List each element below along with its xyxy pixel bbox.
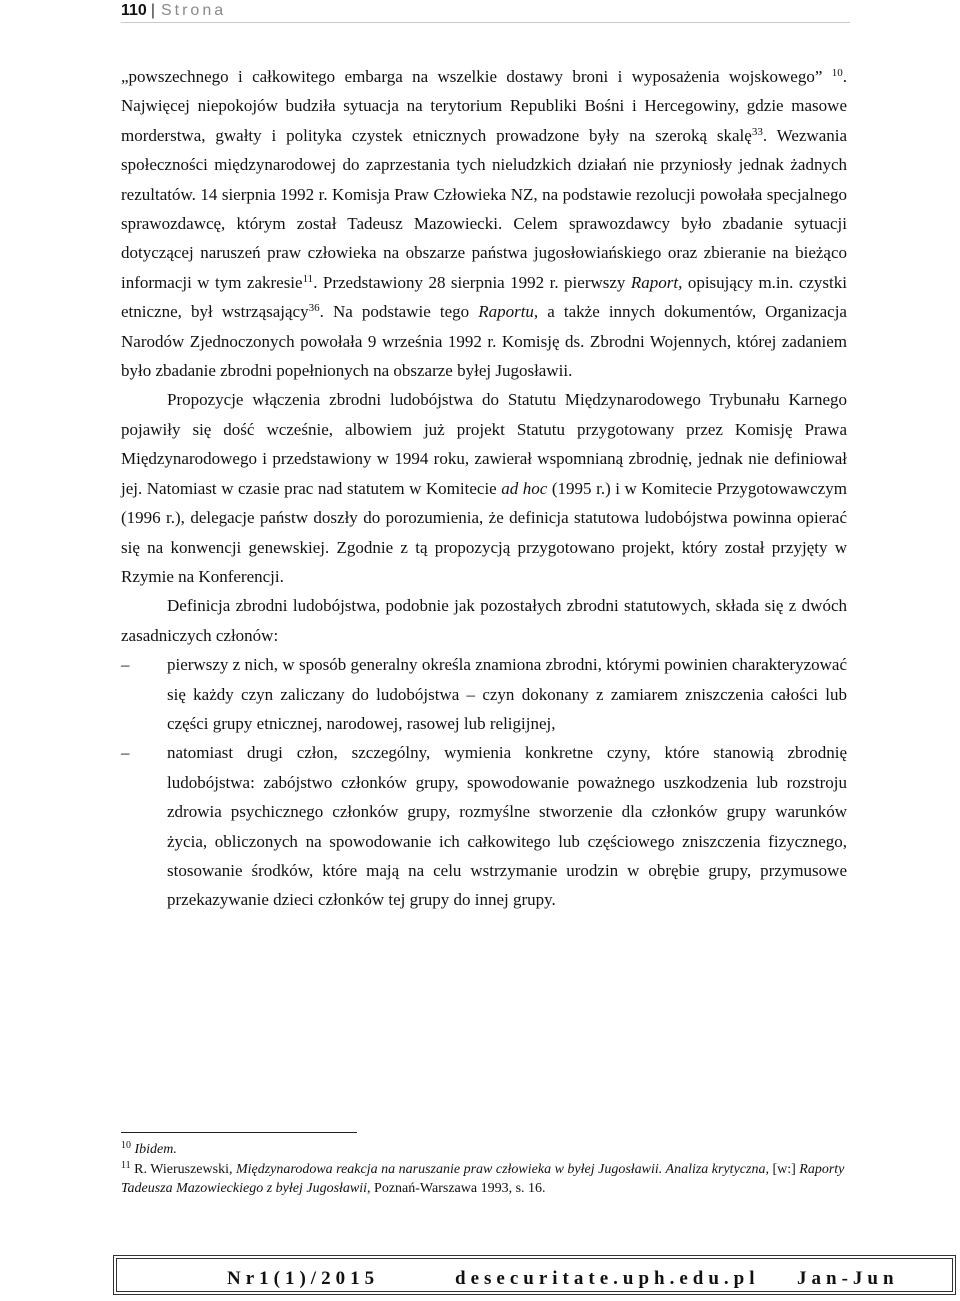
footnote-ref: 33: [751, 125, 763, 138]
paragraph-3: Definicja zbrodni ludobójstwa, podobnie jak pozostałych zbrodni statutowych, składa się z dwóch zasadniczych członów:: [121, 596, 847, 645]
italic-term: Raportu,: [478, 302, 539, 322]
footer-months: Jan-Jun: [797, 1268, 899, 1289]
footer-website: desecuritate.uph.edu.pl: [455, 1268, 760, 1289]
footnote-ref: 36: [308, 302, 320, 315]
footnote-italic: Międzynarodowa reakcja na naruszanie praw człowieka w byłej Jugosławii. Analiza krytyczna,: [235, 1162, 769, 1177]
dash-bullet: –: [121, 743, 130, 763]
header-separator: |: [150, 2, 155, 19]
text-run: (1995 r.) i w Komitecie Przygotowawczym (1996 r.), delegacje państw doszły do porozumienia, że definicja statutowa ludobójstwa powinna opierać się na konwencji genewskiej. Zgodnie z tą propozycją przygotowano projekt, który został przyjęty w Rzymie na Konferencji.: [121, 478, 847, 586]
footnote-ref: 11: [302, 272, 314, 285]
list-item-text: pierwszy z nich, w sposób generalny określa znamiona zbrodni, którymi powinien charakteryzować się każdy czyn zaliczany do ludobójstwa – czyn dokonany z zamiarem zniszczenia całości lub części grupy etnicznej, narodowej, rasowej lub religijnej,: [167, 655, 847, 733]
footnote-text: R. Wieruszewski,: [134, 1162, 236, 1177]
list-item: [121, 650, 847, 738]
footnote-10: [121, 1140, 849, 1159]
text-run: a także innych dokumentów, Organizacja Narodów Zjednoczonych powołała 9 września 1992 r. Komisję ds. Zbrodni Wojennych, której zadaniem było zbadanie zbrodni popełnionych na obszarze byłej Jugosławii.: [121, 302, 847, 381]
footnote-italic: Ibidem.: [134, 1142, 177, 1157]
text-run: . Wezwania społeczności międzynarodowej do zaprzestania tych nieludzkich działań nie przyniosły jednak żadnych rezultatów. 14 sierpnia 1992 r. Komisja Praw Człowieka NZ, na podstawie rezolucji powołała specjalnego sprawozdawcę, którym został Tadeusz Mazowiecki. Celem sprawozdawcy było zbadanie sytuacji dotyczącej naruszeń praw człowieka na obszarze państwa jugosłowiańskiego oraz zbieranie na bieżąco informacji w tym zakresie: [121, 125, 848, 292]
page-header: [121, 0, 850, 23]
page-footer: [116, 1258, 953, 1292]
footnote-italic: Raporty Tadeusza Mazowieckiego z byłej Jugosławii,: [121, 1162, 845, 1196]
list-item: [121, 738, 847, 914]
text-run: opisujący m.in. czystki etniczne, był wstrząsający: [121, 272, 847, 322]
page-number: 110: [121, 2, 147, 19]
text-run: . Przedstawiony 28 sierpnia 1992 r. pierwszy: [313, 272, 631, 292]
paragraph-2: [121, 385, 847, 591]
footnotes: [121, 1140, 849, 1199]
footnote-number: 10: [121, 1140, 131, 1151]
italic-term: ad hoc: [501, 478, 548, 498]
text-run: Propozycje włączenia zbrodni ludobójstwa do Statutu Międzynarodowego Trybunału Karnego pojawiły się dość wcześnie, albowiem już projekt Statutu przygotowany przez Komisję Prawa Międzynarodowego i przedstawiony w 1994 roku, zawierał wspomnianą zbrodnię, jednak nie definiował jej. Natomiast w czasie prac nad statutem w Komitecie: [121, 390, 847, 498]
text-run: . Na podstawie tego: [319, 302, 479, 322]
definition-list: [121, 650, 847, 915]
footnote-11: [121, 1160, 849, 1198]
italic-term: Raport,: [630, 272, 683, 292]
page-word: Strona: [160, 2, 227, 19]
footnote-text: [w:]: [768, 1162, 800, 1177]
footnote-text: Poznań-Warszawa 1993, s. 16.: [370, 1181, 546, 1196]
footnote-number: 11: [121, 1160, 131, 1171]
footer-issue: Nr1(1)/2015: [227, 1268, 380, 1289]
text-run: . Najwięcej niepokojów budziła sytuacja na terytorium Republiki Bośni i Hercegowiny, gdzie masowe morderstwa, gwałty i polityka czystek etnicznych prowadzone były na szeroką skalę: [121, 67, 847, 145]
text-run: „powszechnego i całkowitego embarga na wszelkie dostawy broni i wyposażenia wojskowego”: [121, 67, 832, 86]
paragraph-1: [121, 62, 847, 385]
footnote-ref: 10: [831, 67, 843, 79]
list-item-text: natomiast drugi człon, szczególny, wymienia konkretne czyny, które stanowią zbrodnię ludobójstwa: zabójstwo członków grupy, spowodowanie poważnego uszkodzenia lub rozstroju zdrowia psychicznego członków grupy, rozmyślne stworzenie dla członków grupy warunków życia, obliczonych na spowodowanie ich całkowitego lub częściowego zniszczenia fizycznego, stosowanie środków, które mają na celu wstrzymanie urodzin w obrębie grupy, przymusowe przekazywanie dzieci członków tej grupy do innej grupy.: [167, 743, 847, 910]
dash-bullet: –: [121, 655, 130, 675]
footnote-divider: [121, 1132, 357, 1133]
main-text: [121, 62, 847, 915]
